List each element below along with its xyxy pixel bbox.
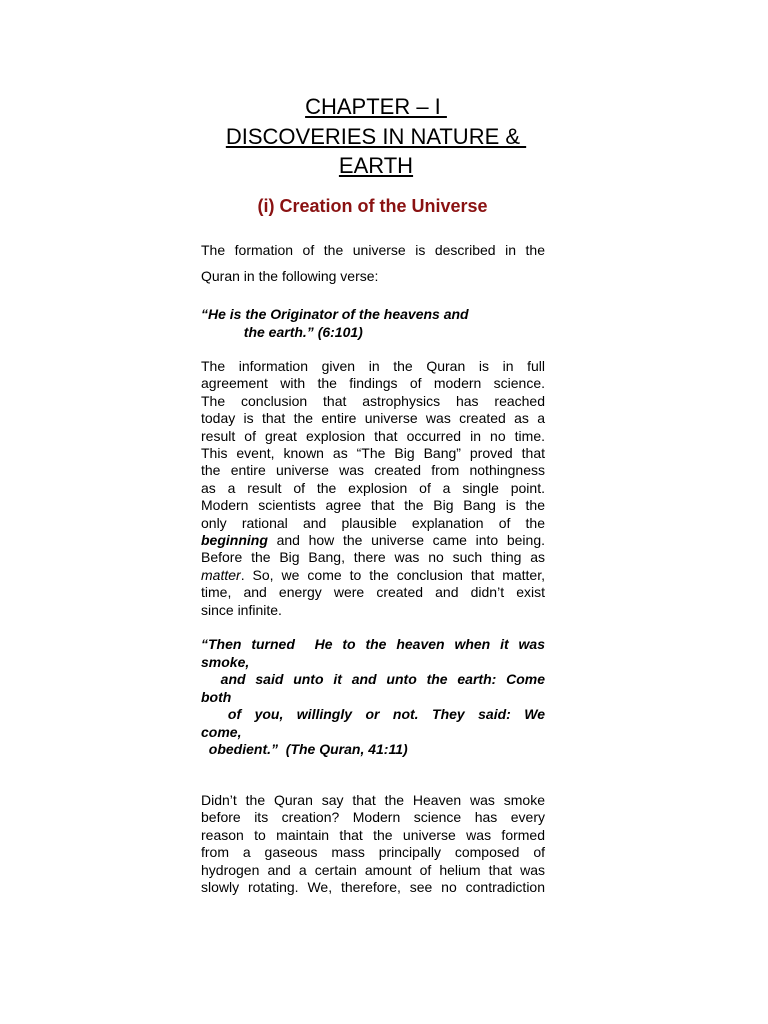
verse-line: smoke,	[201, 653, 250, 670]
verse-line: of you, willingly or not. They said: We	[201, 706, 546, 722]
verse-line: obedient.” (The Quran, 41:11)	[201, 741, 408, 757]
body-paragraph-2	[201, 792, 545, 896]
paragraph-line: since infinite.	[201, 601, 282, 618]
paragraph-line: as a result of the explosion of a single point.	[201, 479, 545, 496]
paragraph-line: from a gaseous mass principally composed of	[201, 844, 545, 861]
paragraph-line: the entire universe was created from nothingness	[201, 462, 545, 479]
paragraph-line: slowly rotating. We, therefore, see no contradiction	[201, 879, 545, 896]
paragraph-line: hydrogen and a certain amount of helium that was	[201, 861, 545, 878]
paragraph-line: Didn’t the Quran say that the Heaven was smoke	[201, 792, 545, 808]
paragraph-text: and how the universe came into being.	[267, 532, 545, 549]
intro-paragraph	[201, 237, 545, 289]
chapter-title-line-2: DISCOVERIES IN NATURE &	[225, 124, 527, 149]
paragraph-line: only rational and plausible explanation of the	[201, 514, 545, 531]
paragraph-line: time, and energy were created and didn’t exist	[201, 584, 545, 601]
paragraph-line: The conclusion that astrophysics has reached	[201, 392, 545, 409]
emphasis-matter: matter	[201, 566, 241, 583]
paragraph-line: Modern scientists agree that the Big Bang is the	[201, 497, 545, 514]
verse-line: both	[201, 688, 232, 705]
paragraph-line: The information given in the Quran is in full	[201, 358, 545, 374]
paragraph-line: Before the Big Bang, there was no such thing as	[201, 549, 545, 566]
body-paragraph-1	[201, 358, 545, 619]
verse-line: come,	[201, 723, 242, 740]
section-heading: (i) Creation of the Universe	[257, 196, 488, 216]
verse-line: “He is the Originator of the heavens and	[201, 306, 469, 322]
paragraph-line: This event, known as “The Big Bang” proved that	[201, 445, 545, 462]
chapter-title-line-1: CHAPTER – I	[305, 94, 447, 119]
paragraph-line: result of great explosion that occurred in no time.	[201, 427, 545, 444]
intro-line: The formation of the universe is described in the	[201, 242, 545, 258]
verse-quote-41-11	[201, 636, 545, 759]
verse-line: “Then turned He to the heaven when it was	[201, 636, 545, 652]
paragraph-text: . So, we come to the conclusion that matter,	[240, 566, 545, 583]
verse-line: and said unto it and unto the earth: Come	[201, 671, 546, 687]
intro-line: Quran in the following verse:	[201, 268, 379, 284]
verse-line: the earth.” (6:101)	[201, 323, 363, 340]
verse-quote-6-101	[201, 306, 545, 341]
chapter-title-line-3: EARTH	[338, 153, 414, 178]
paragraph-line: reason to maintain that the universe was formed	[201, 826, 545, 843]
paragraph-line	[201, 532, 545, 549]
paragraph-line	[201, 567, 545, 584]
paragraph-line: agreement with the findings of modern science.	[201, 375, 545, 392]
emphasis-beginning: beginning	[201, 532, 268, 549]
paragraph-line: today is that the entire universe was created as a	[201, 410, 545, 427]
paragraph-line: before its creation? Modern science has every	[201, 809, 545, 826]
